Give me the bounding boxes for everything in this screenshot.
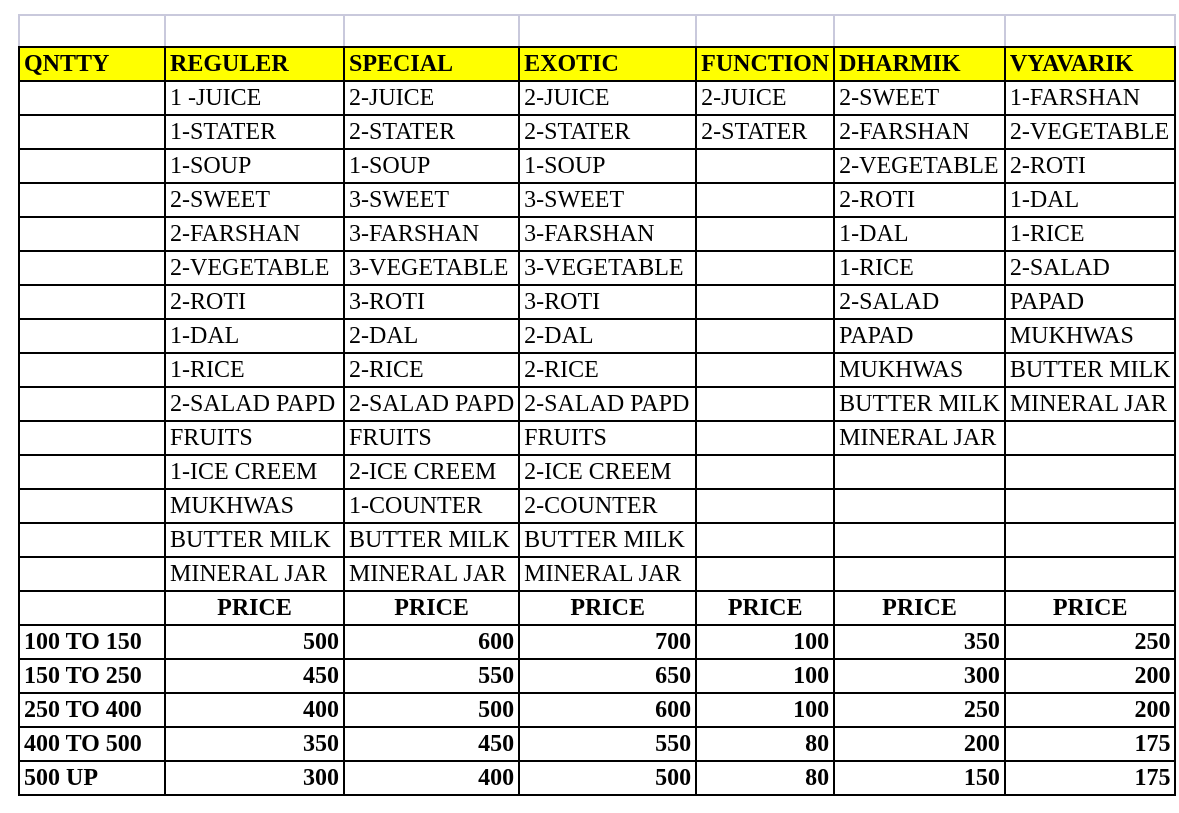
cell[interactable]	[1005, 15, 1176, 47]
menu-row	[19, 251, 1175, 285]
menu-row	[19, 455, 1175, 489]
menu-cell-reguler[interactable]: MUKHWAS	[165, 489, 344, 523]
cell[interactable]	[344, 15, 519, 47]
qty-cell[interactable]	[19, 523, 165, 557]
menu-cell-dharmik[interactable]: MUKHWAS	[834, 353, 1005, 387]
qty-range[interactable]: 100 TO 150	[19, 625, 165, 659]
qty-cell[interactable]	[19, 489, 165, 523]
cell[interactable]	[165, 15, 344, 47]
menu-cell-special[interactable]: MINERAL JAR	[344, 557, 519, 591]
qty-cell[interactable]	[19, 319, 165, 353]
price-dharmik[interactable]: 350	[834, 625, 1005, 659]
qty-cell[interactable]	[19, 251, 165, 285]
price-exotic[interactable]: 650	[519, 659, 696, 693]
empty-top-row	[19, 15, 1175, 47]
menu-cell-special[interactable]: 2-STATER	[344, 115, 519, 149]
menu-row	[19, 183, 1175, 217]
price-exotic[interactable]: 600	[519, 693, 696, 727]
menu-cell-dharmik[interactable]	[834, 523, 1005, 557]
menu-row	[19, 421, 1175, 455]
qty-cell[interactable]	[19, 183, 165, 217]
menu-cell-exotic[interactable]: 2-SALAD PAPD	[519, 387, 696, 421]
menu-cell-function[interactable]	[696, 217, 834, 251]
qty-cell[interactable]	[19, 455, 165, 489]
menu-cell-special[interactable]: 3-ROTI	[344, 285, 519, 319]
price-row	[19, 761, 1175, 795]
qty-cell[interactable]	[19, 81, 165, 115]
menu-cell-dharmik[interactable]: 2-FARSHAN	[834, 115, 1005, 149]
menu-cell-exotic[interactable]: 3-ROTI	[519, 285, 696, 319]
menu-cell-function[interactable]	[696, 251, 834, 285]
menu-row	[19, 523, 1175, 557]
menu-cell-special[interactable]: 1-SOUP	[344, 149, 519, 183]
menu-cell-dharmik[interactable]: 1-DAL	[834, 217, 1005, 251]
menu-row	[19, 217, 1175, 251]
qty-cell[interactable]	[19, 353, 165, 387]
price-vyavarik[interactable]: 200	[1005, 693, 1176, 727]
menu-cell-reguler[interactable]: 2-VEGETABLE	[165, 251, 344, 285]
menu-cell-special[interactable]: 1-COUNTER	[344, 489, 519, 523]
menu-cell-special[interactable]: 2-RICE	[344, 353, 519, 387]
menu-cell-function[interactable]	[696, 285, 834, 319]
price-reguler[interactable]: 450	[165, 659, 344, 693]
qty-cell[interactable]	[19, 387, 165, 421]
menu-cell-vyavarik[interactable]: 1-FARSHAN	[1005, 81, 1176, 115]
menu-cell-function[interactable]	[696, 489, 834, 523]
menu-cell-reguler[interactable]: 1-DAL	[165, 319, 344, 353]
menu-cell-special[interactable]: 2-DAL	[344, 319, 519, 353]
menu-cell-vyavarik[interactable]: BUTTER MILK	[1005, 353, 1176, 387]
price-reguler[interactable]: 400	[165, 693, 344, 727]
menu-cell-reguler[interactable]: 1-STATER	[165, 115, 344, 149]
menu-cell-special[interactable]: FRUITS	[344, 421, 519, 455]
cell[interactable]	[19, 15, 165, 47]
price-dharmik[interactable]: 200	[834, 727, 1005, 761]
price-special[interactable]: 500	[344, 693, 519, 727]
menu-cell-exotic[interactable]: 2-ICE CREEM	[519, 455, 696, 489]
price-reguler[interactable]: 350	[165, 727, 344, 761]
menu-cell-reguler[interactable]: 1-SOUP	[165, 149, 344, 183]
cell[interactable]	[519, 15, 696, 47]
menu-cell-reguler[interactable]: 1-RICE	[165, 353, 344, 387]
menu-cell-exotic[interactable]: 1-SOUP	[519, 149, 696, 183]
menu-cell-reguler[interactable]: MINERAL JAR	[165, 557, 344, 591]
price-function[interactable]: 100	[696, 625, 834, 659]
price-function[interactable]: 80	[696, 761, 834, 795]
price-label-function[interactable]: PRICE	[696, 591, 834, 625]
menu-cell-reguler[interactable]: 2-SALAD PAPD	[165, 387, 344, 421]
menu-cell-dharmik[interactable]: 2-VEGETABLE	[834, 149, 1005, 183]
menu-cell-exotic[interactable]: 3-VEGETABLE	[519, 251, 696, 285]
price-label-reguler[interactable]: PRICE	[165, 591, 344, 625]
qty-range[interactable]: 150 TO 250	[19, 659, 165, 693]
menu-cell-exotic[interactable]: BUTTER MILK	[519, 523, 696, 557]
menu-cell-reguler[interactable]: FRUITS	[165, 421, 344, 455]
menu-cell-special[interactable]: BUTTER MILK	[344, 523, 519, 557]
qty-cell[interactable]	[19, 557, 165, 591]
menu-price-table	[18, 14, 1176, 796]
menu-cell-dharmik[interactable]: PAPAD	[834, 319, 1005, 353]
price-exotic[interactable]: 550	[519, 727, 696, 761]
price-label-special[interactable]: PRICE	[344, 591, 519, 625]
menu-cell-function[interactable]	[696, 319, 834, 353]
menu-cell-reguler[interactable]: 1-ICE CREEM	[165, 455, 344, 489]
cell[interactable]	[834, 15, 1005, 47]
price-special[interactable]: 450	[344, 727, 519, 761]
menu-row	[19, 353, 1175, 387]
menu-row	[19, 319, 1175, 353]
menu-cell-reguler[interactable]: 2-FARSHAN	[165, 217, 344, 251]
menu-cell-dharmik[interactable]: 1-RICE	[834, 251, 1005, 285]
menu-cell-function[interactable]	[696, 353, 834, 387]
menu-cell-reguler[interactable]: 2-ROTI	[165, 285, 344, 319]
price-function[interactable]: 100	[696, 693, 834, 727]
menu-cell-dharmik[interactable]: 2-SALAD	[834, 285, 1005, 319]
menu-cell-function[interactable]: 2-JUICE	[696, 81, 834, 115]
menu-cell-exotic[interactable]: FRUITS	[519, 421, 696, 455]
menu-cell-special[interactable]: 3-FARSHAN	[344, 217, 519, 251]
qty-range[interactable]: 500 UP	[19, 761, 165, 795]
menu-cell-dharmik[interactable]: 2-SWEET	[834, 81, 1005, 115]
menu-cell-dharmik[interactable]: BUTTER MILK	[834, 387, 1005, 421]
price-special[interactable]: 550	[344, 659, 519, 693]
menu-cell-exotic[interactable]: 3-FARSHAN	[519, 217, 696, 251]
price-dharmik[interactable]: 300	[834, 659, 1005, 693]
menu-cell-dharmik[interactable]	[834, 557, 1005, 591]
menu-row	[19, 387, 1175, 421]
menu-cell-vyavarik[interactable]: 1-RICE	[1005, 217, 1176, 251]
price-label-exotic[interactable]: PRICE	[519, 591, 696, 625]
qty-cell[interactable]	[19, 421, 165, 455]
price-row	[19, 727, 1175, 761]
menu-cell-function[interactable]	[696, 387, 834, 421]
cell[interactable]	[696, 15, 834, 47]
menu-row	[19, 557, 1175, 591]
price-row	[19, 625, 1175, 659]
price-reguler[interactable]: 300	[165, 761, 344, 795]
menu-cell-special[interactable]: 2-ICE CREEM	[344, 455, 519, 489]
price-row	[19, 693, 1175, 727]
menu-cell-special[interactable]: 3-VEGETABLE	[344, 251, 519, 285]
price-vyavarik[interactable]: 200	[1005, 659, 1176, 693]
menu-cell-reguler[interactable]: 1 -JUICE	[165, 81, 344, 115]
header-dharmik[interactable]: DHARMIK	[834, 47, 1005, 81]
price-header-row	[19, 591, 1175, 625]
menu-cell-vyavarik[interactable]: MUKHWAS	[1005, 319, 1176, 353]
qty-cell[interactable]	[19, 115, 165, 149]
menu-cell-special[interactable]: 2-JUICE	[344, 81, 519, 115]
header-reguler[interactable]: REGULER	[165, 47, 344, 81]
menu-cell-dharmik[interactable]: 2-ROTI	[834, 183, 1005, 217]
price-exotic[interactable]: 700	[519, 625, 696, 659]
menu-cell-exotic[interactable]: 2-JUICE	[519, 81, 696, 115]
menu-cell-dharmik[interactable]	[834, 455, 1005, 489]
qty-cell[interactable]	[19, 149, 165, 183]
menu-cell-function[interactable]	[696, 183, 834, 217]
menu-cell-function[interactable]	[696, 523, 834, 557]
menu-cell-vyavarik[interactable]: 2-VEGETABLE	[1005, 115, 1176, 149]
menu-cell-vyavarik[interactable]	[1005, 523, 1176, 557]
menu-cell-vyavarik[interactable]	[1005, 455, 1176, 489]
menu-cell-reguler[interactable]: 2-SWEET	[165, 183, 344, 217]
menu-cell-dharmik[interactable]	[834, 489, 1005, 523]
price-reguler[interactable]: 500	[165, 625, 344, 659]
price-special[interactable]: 600	[344, 625, 519, 659]
qty-cell[interactable]	[19, 591, 165, 625]
price-vyavarik[interactable]: 175	[1005, 727, 1176, 761]
price-label-vyavarik[interactable]: PRICE	[1005, 591, 1176, 625]
menu-cell-exotic[interactable]: 2-COUNTER	[519, 489, 696, 523]
menu-row	[19, 489, 1175, 523]
qty-cell[interactable]	[19, 217, 165, 251]
menu-cell-function[interactable]	[696, 149, 834, 183]
price-dharmik[interactable]: 250	[834, 693, 1005, 727]
price-special[interactable]: 400	[344, 761, 519, 795]
menu-cell-exotic[interactable]: 2-STATER	[519, 115, 696, 149]
qty-cell[interactable]	[19, 285, 165, 319]
menu-cell-reguler[interactable]: BUTTER MILK	[165, 523, 344, 557]
menu-row	[19, 285, 1175, 319]
menu-cell-vyavarik[interactable]: 2-ROTI	[1005, 149, 1176, 183]
menu-cell-vyavarik[interactable]	[1005, 557, 1176, 591]
header-qntty[interactable]: QNTTY	[19, 47, 165, 81]
header-function[interactable]: FUNCTION	[696, 47, 834, 81]
menu-row	[19, 149, 1175, 183]
header-exotic[interactable]: EXOTIC	[519, 47, 696, 81]
price-dharmik[interactable]: 150	[834, 761, 1005, 795]
menu-cell-function[interactable]	[696, 557, 834, 591]
menu-cell-exotic[interactable]: 2-DAL	[519, 319, 696, 353]
price-exotic[interactable]: 500	[519, 761, 696, 795]
qty-range[interactable]: 400 TO 500	[19, 727, 165, 761]
menu-cell-vyavarik[interactable]: MINERAL JAR	[1005, 387, 1176, 421]
menu-cell-exotic[interactable]: MINERAL JAR	[519, 557, 696, 591]
price-vyavarik[interactable]: 175	[1005, 761, 1176, 795]
menu-row	[19, 115, 1175, 149]
price-function[interactable]: 100	[696, 659, 834, 693]
price-vyavarik[interactable]: 250	[1005, 625, 1176, 659]
menu-cell-function[interactable]: 2-STATER	[696, 115, 834, 149]
menu-cell-exotic[interactable]: 3-SWEET	[519, 183, 696, 217]
menu-cell-dharmik[interactable]: MINERAL JAR	[834, 421, 1005, 455]
header-vyavarik[interactable]: VYAVARIK	[1005, 47, 1176, 81]
qty-range[interactable]: 250 TO 400	[19, 693, 165, 727]
price-row	[19, 659, 1175, 693]
menu-row	[19, 81, 1175, 115]
menu-cell-special[interactable]: 2-SALAD PAPD	[344, 387, 519, 421]
menu-cell-vyavarik[interactable]	[1005, 489, 1176, 523]
price-function[interactable]: 80	[696, 727, 834, 761]
menu-cell-vyavarik[interactable]: 1-DAL	[1005, 183, 1176, 217]
menu-cell-vyavarik[interactable]	[1005, 421, 1176, 455]
menu-cell-function[interactable]	[696, 421, 834, 455]
table-body	[19, 15, 1175, 795]
header-row	[19, 47, 1175, 81]
price-label-dharmik[interactable]: PRICE	[834, 591, 1005, 625]
header-special[interactable]: SPECIAL	[344, 47, 519, 81]
menu-cell-exotic[interactable]: 2-RICE	[519, 353, 696, 387]
menu-cell-special[interactable]: 3-SWEET	[344, 183, 519, 217]
menu-cell-vyavarik[interactable]: 2-SALAD	[1005, 251, 1176, 285]
menu-cell-vyavarik[interactable]: PAPAD	[1005, 285, 1176, 319]
menu-cell-function[interactable]	[696, 455, 834, 489]
